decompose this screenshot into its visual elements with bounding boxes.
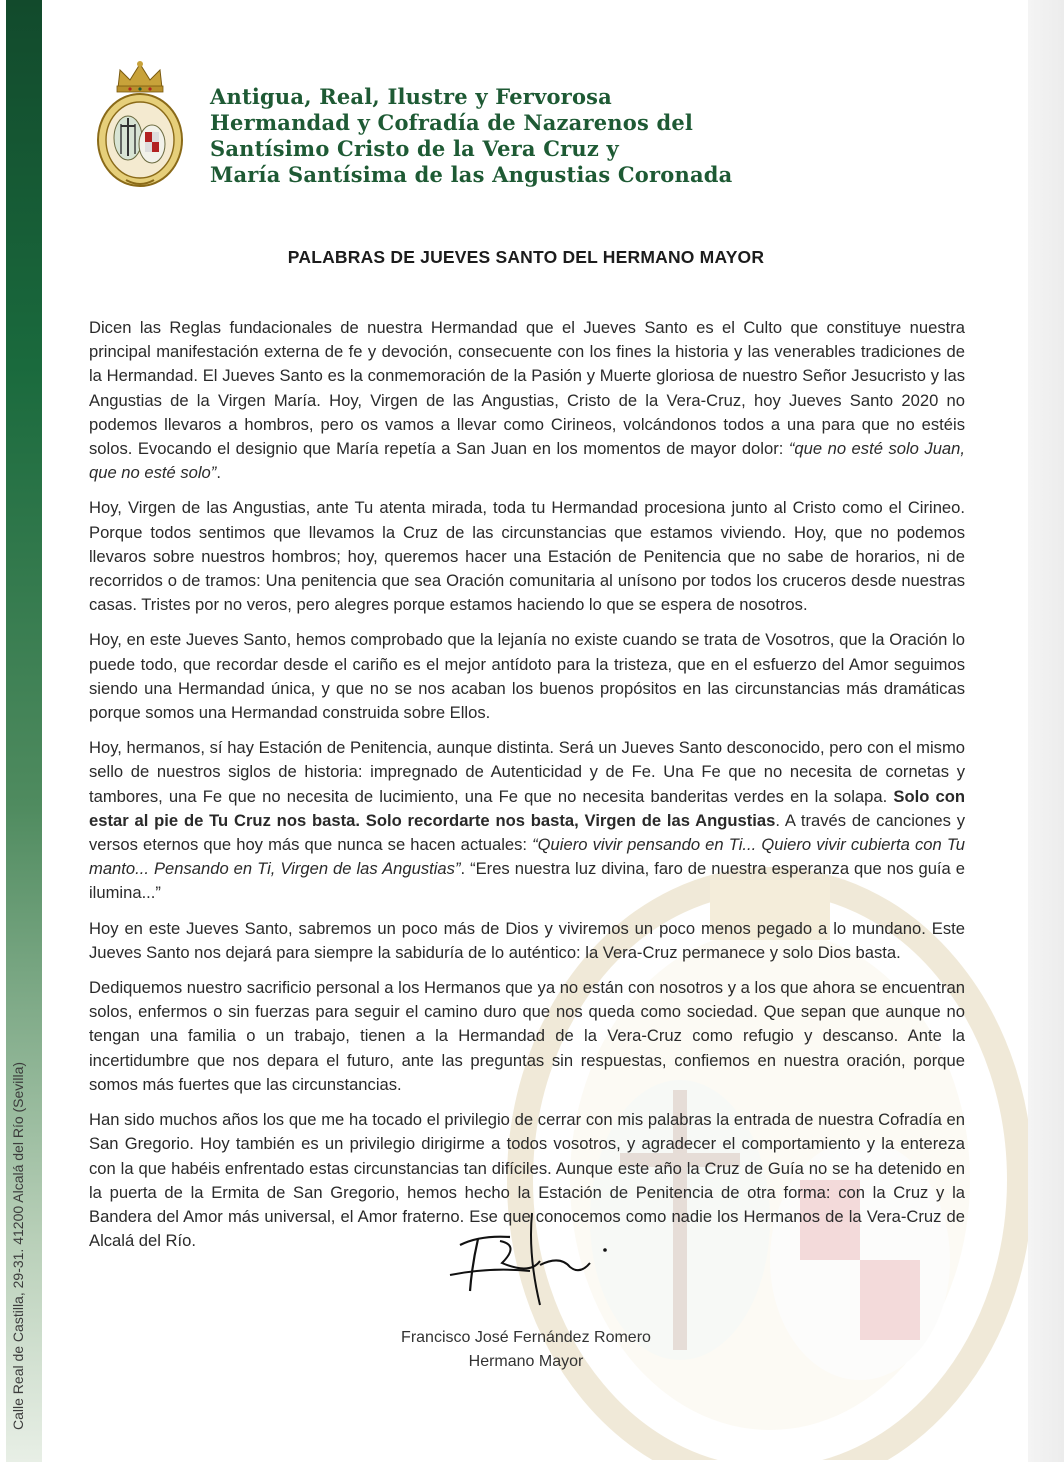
paragraph-4-text: Hoy, hermanos, sí hay Estación de Penitencia, aunque distinta. Será un Jueves Santo desconocido, pero con el mismo sello de nuestros siglos de historia: impregnado de Autenticidad y de Fe. Una Fe que no necesita de cornetas y tambores, una Fe que no necesita de lucimiento, una Fe que no necesita banderitas verdes en la solapa.: [89, 738, 965, 806]
paragraph-4-quote: “Quiero vivir pensando en Ti... Quiero vivir cubierta con Tu manto... Pensando en Ti, Virgen de las Angustias”: [89, 835, 965, 879]
paragraph-2: Hoy, Virgen de las Angustias, ante Tu atenta mirada, toda tu Hermandad procesiona junto al Cristo como el Cirineo. Porque todos sentimos que llevamos la Cruz de las circunstancias que estamos viviendo. Hoy, que no podemos llevaros sobre nuestros hombros; hoy, queremos hacer una Estación de Penitencia que no sabe de horarios, ni de recorridos o de tramos: Una penitencia que sea Oración comunitaria al unísono por todos los cruceros desde nuestras casas. Tristes por no veros, pero alegres porque estamos haciendo lo que se espera de nosotros.: [89, 498, 965, 615]
paragraph-4-bold: Solo con estar al pie de Tu Cruz nos basta. Solo recordarte nos basta, Virgen de las Angustias: [89, 786, 966, 830]
brotherhood-line-2: Hermandad y Cofradía de Nazarenos del: [210, 110, 694, 135]
brotherhood-line-4: María Santísima de las Angustias Coronada: [210, 162, 733, 187]
paragraph-3: Hoy, en este Jueves Santo, hemos comprobado que la lejanía no existe cuando se trata de Vosotros, que la Oración lo puede todo, que recordar desde el cariño es el mejor antídoto para la tristeza, que en el esfuerzo del Amor seguimos siendo una Hermandad única, y que no se nos acaban los buenos propósitos en las circunstancias más dramáticas porque somos una Hermandad construida sobre Ellos.: [89, 630, 965, 723]
paragraph-4-end: . “Eres nuestra luz divina, faro de nuestra esperanza que nos guía e ilumina...”: [89, 859, 965, 903]
paragraph-5: Hoy en este Jueves Santo, sabremos un poco más de Dios y viviremos un poco menos pegado a lo mundano. Este Jueves Santo nos dejará para siempre la sabiduría de lo auténtico: la Vera-Cruz permanece y solo Dios basta.: [89, 918, 965, 962]
paragraph-4-mid: . A través de canciones y versos eternos que hoy más que nunca se hacen actuales:: [89, 810, 965, 855]
signer-block: [0, 1326, 1052, 1374]
signer-role: Hermano Mayor: [468, 1353, 584, 1370]
document-title: PALABRAS DE JUEVES SANTO DEL HERMANO MAYOR: [287, 247, 765, 267]
paragraph-6: Dediquemos nuestro sacrificio personal a los Hermanos que ya no están con nosotros y a los que ahora se encuentran solos, enfermos o sin fuerzas para seguir el camino duro que nos queda como sociedad. Que sepan que aunque no tengan una familia o un trabajo, tienen a la Hermandad de la Vera-Cruz como refugio y descanso. Ante la incertidumbre que nos depara el futuro, ante las preguntas sin respuestas, confiemos en nuestra oración, porque somos más fuertes que las circunstancias.: [89, 978, 965, 1094]
page-edge-shadow: [1028, 0, 1064, 1462]
brotherhood-name: [210, 84, 732, 188]
address-vertical: Calle Real de Castilla, 29-31. 41200 Alcalá del Río (Sevilla): [10, 1061, 26, 1430]
paragraph-7: Han sido muchos años los que me ha tocado el privilegio de cerrar con mis palabras la entrada de nuestra Cofradía en San Gregorio. Hoy también es un privilegio dirigirme a todos vosotros, y agradecer el comportamiento y la entereza con la que habéis enfrentado estas circunstancias tan difíciles. Aunque este año la Cruz de Guía no se ha detenido en la puerta de la Ermita de San Gregorio, hemos hecho la Estación de Penitencia de otra forma: con la Cruz y la Bandera del Amor más universal, el Amor fraterno. Ese que conocemos como nadie los Hermanos de la Vera-Cruz de Alcalá del Río.: [89, 1110, 965, 1251]
signer-name: Francisco José Fernández Romero: [401, 1329, 651, 1346]
brotherhood-crest-icon: [90, 58, 190, 188]
brotherhood-line-1: Antigua, Real, Ilustre y Fervorosa: [210, 84, 612, 109]
paragraph-4: [89, 736, 965, 905]
paragraph-1-quote: “que no esté solo Juan, que no esté solo”: [89, 439, 965, 483]
letter-body: [89, 316, 965, 1264]
paragraph-1-text: Dicen las Reglas fundacionales de nuestra Hermandad que el Jueves Santo es el Culto que constituye nuestra principal manifestación externa de fe y devoción, consecuente con los fines la historia y las venerables tradiciones de la Hermandad. El Jueves Santo es la conmemoración de la Pasión y Muerte gloriosa de nuestro Señor Jesucristo y las Angustias de la Virgen María. Hoy, Virgen de las Angustias, Cristo de la Vera-Cruz, hoy Jueves Santo 2020 no podemos llevaros a hombros, pero os vamos a llevar como Cirineos, volcándonos todos a una para que no estéis solos. Evocando el designio que María repetía a San Juan en los momentos de mayor dolor:: [89, 318, 965, 459]
paragraph-1: [89, 316, 965, 485]
handwritten-signature: [440, 1205, 620, 1315]
paragraph-1-end: .: [216, 463, 221, 483]
brotherhood-line-3: Santísimo Cristo de la Vera Cruz y: [210, 136, 619, 161]
